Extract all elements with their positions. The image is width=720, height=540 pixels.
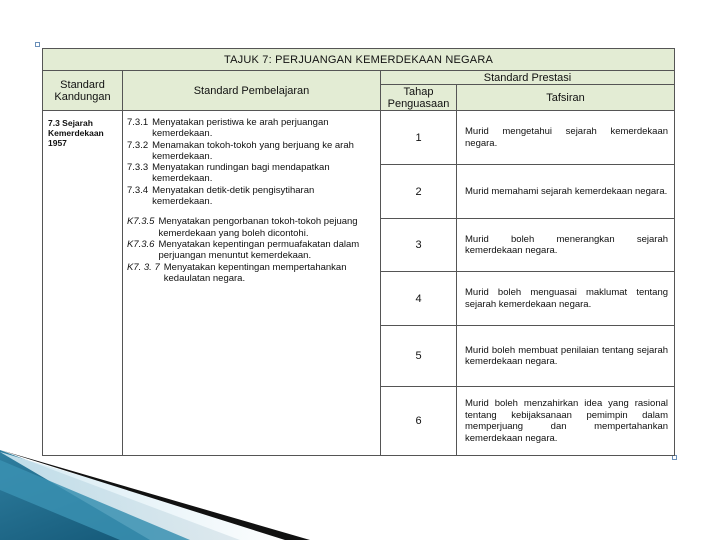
tahap-cell: 6 bbox=[381, 387, 457, 456]
sp-item: K7. 3. 7 Menyatakan kepentingan mempertahankan kedaulatan negara. bbox=[127, 261, 347, 284]
curriculum-table bbox=[42, 48, 675, 456]
sp-item: 7.3.2 Menamakan tokoh-tokoh yang berjuang ke arah kemerdekaan. bbox=[127, 139, 354, 162]
tafsiran-cell: Murid boleh menzahirkan idea yang rasional tentang kebijaksanaan pemimpin dalam memperjuang dan mempertahankan kemerdekaan negara. bbox=[457, 387, 675, 456]
tafsiran-cell: Murid boleh menguasai maklumat tentang sejarah kemerdekaan negara. bbox=[457, 272, 675, 326]
header-standard-prestasi: Standard Prestasi bbox=[381, 71, 675, 85]
header-standard-pembelajaran: Standard Pembelajaran bbox=[123, 71, 381, 111]
sp-item: 7.3.4 Menyatakan detik-detik pengisytiharan kemerdekaan. bbox=[127, 184, 315, 208]
tafsiran-cell: Murid boleh membuat penilaian tentang sejarah kemerdekaan negara. bbox=[457, 326, 675, 387]
header-standard-kandungan: Standard Kandungan bbox=[43, 71, 123, 111]
standard-kandungan-cell: 7.3 Sejarah Kemerdekaan 1957 bbox=[43, 111, 123, 456]
sp-item: K7.3.5 Menyatakan pengorbanan tokoh-tokoh pejuang kemerdekaan yang boleh dicontohi. bbox=[127, 216, 358, 239]
table-title: TAJUK 7: PERJUANGAN KEMERDEKAAN NEGARA bbox=[43, 49, 675, 71]
sp-item: K7.3.6 Menyatakan kepentingan permuafakatan dalam perjuangan menuntut kemerdekaan. bbox=[127, 238, 360, 262]
selection-handle-top-left[interactable] bbox=[35, 42, 40, 47]
tafsiran-cell: Murid memahami sejarah kemerdekaan negara. bbox=[457, 165, 675, 219]
tafsiran-cell: Murid boleh menerangkan sejarah kemerdekaan negara. bbox=[457, 219, 675, 272]
sp-item: 7.3.1 Menyatakan peristiwa ke arah perjuangan kemerdekaan. bbox=[127, 117, 329, 140]
tahap-cell: 1 bbox=[381, 111, 457, 165]
tahap-cell: 3 bbox=[381, 219, 457, 272]
table-row bbox=[43, 111, 675, 165]
standard-pembelajaran-cell bbox=[123, 111, 381, 456]
tahap-cell: 2 bbox=[381, 165, 457, 219]
tafsiran-cell: Murid mengetahui sejarah kemerdekaan negara. bbox=[457, 111, 675, 165]
sp-item: 7.3.3 Menyatakan rundingan bagi mendapatkan kemerdekaan. bbox=[127, 162, 330, 185]
header-tafsiran: Tafsiran bbox=[457, 85, 675, 111]
tahap-cell: 4 bbox=[381, 272, 457, 326]
tahap-cell: 5 bbox=[381, 326, 457, 387]
slide-decoration bbox=[0, 450, 720, 540]
header-tahap-penguasaan: Tahap Penguasaan bbox=[381, 85, 457, 111]
